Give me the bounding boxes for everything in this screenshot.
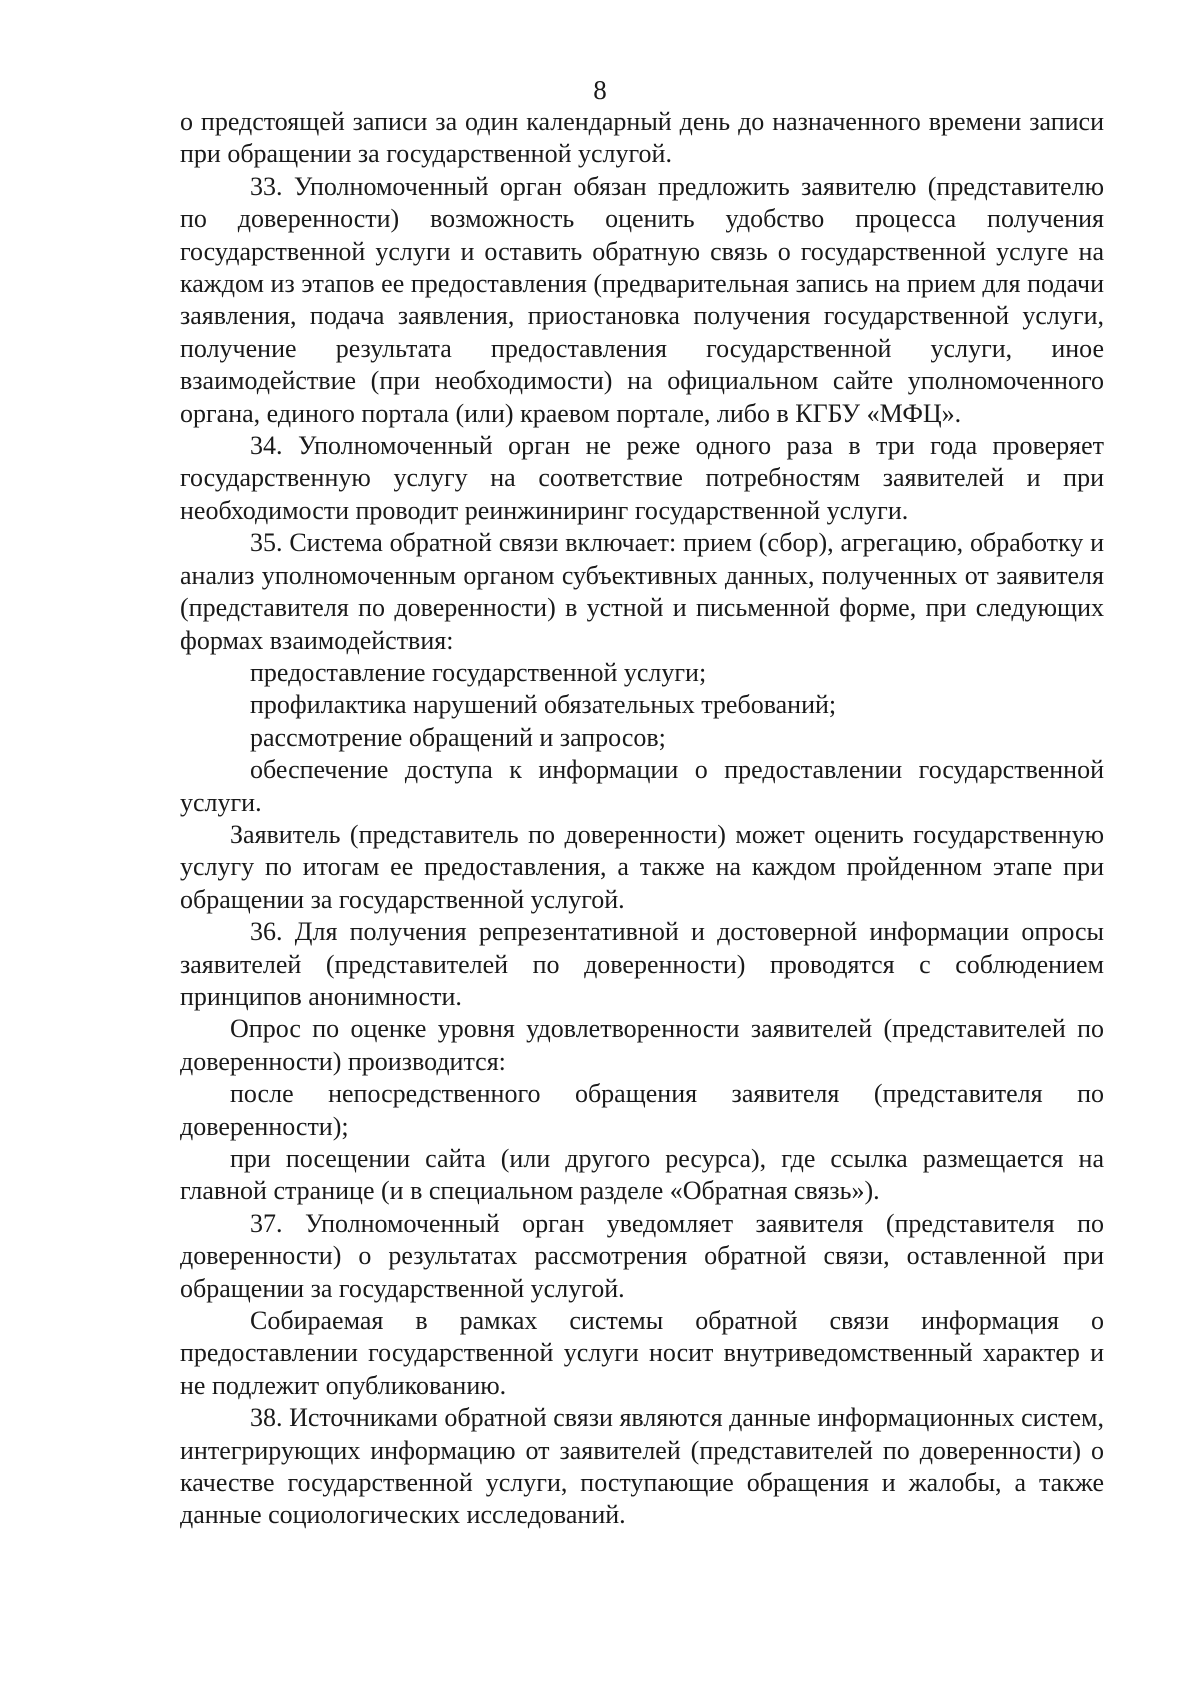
para-36-item-1: после непосредственного обращения заявителя (представителя по доверенности); xyxy=(180,1079,1104,1141)
para-36-survey: Опрос по оценке уровня удовлетворенности заявителей (представителей по доверенности) производится: xyxy=(180,1014,1104,1076)
para-34: 34. Уполномоченный орган не реже одного раза в три года проверяет государственную услугу на соответствие потребностям заявителей и при необходимости проводит реинжиниринг государственной услуги. xyxy=(180,431,1104,525)
para-36: 36. Для получения репрезентативной и достоверной информации опросы заявителей (представителей по доверенности) проводятся с соблюдением принципов анонимности. xyxy=(180,917,1104,1011)
para-36-item-2: при посещении сайта (или другого ресурса), где ссылка размещается на главной странице (и в специальном разделе «Обратная связь»). xyxy=(180,1144,1104,1206)
para-37: 37. Уполномоченный орган уведомляет заявителя (представителя по доверенности) о результатах рассмотрения обратной связи, оставленной при обращении за государственной услугой. xyxy=(180,1208,1104,1303)
para-35-applicant: Заявитель (представитель по доверенности) может оценить государственную услугу по итогам ее предоставления, а также на каждом пройденном этапе при обращении за государственной услугой. xyxy=(180,819,1104,914)
document-body xyxy=(180,106,1104,1532)
para-38: 38. Источниками обратной связи являются данные информационных систем, интегрирующих информацию от заявителей (представителей по доверенности) о качестве государственной услуги, поступающие обращения и жалобы, а также данные социологических исследований. xyxy=(180,1403,1104,1530)
para-35-item-3: рассмотрение обращений и запросов; xyxy=(250,722,666,752)
para-35-item-4: обеспечение доступа к информации о предоставлении государственной услуги. xyxy=(180,755,1104,817)
para-37-info: Собираемая в рамках системы обратной связи информация о предоставлении государственной услуги носит внутриведомственный характер и не подлежит опубликованию. xyxy=(180,1306,1104,1400)
para-35-item-2: профилактика нарушений обязательных требований; xyxy=(250,690,837,720)
para-continuation: о предстоящей записи за один календарный день до назначенного времени записи при обращении за государственной услугой. xyxy=(180,107,1104,169)
para-35: 35. Система обратной связи включает: прием (сбор), агрегацию, обработку и анализ уполномоченным органом субъективных данных, полученных от заявителя (представителя по доверенности) в устной и письменной форме, при следующих формах взаимодействия: xyxy=(180,528,1104,655)
para-33: 33. Уполномоченный орган обязан предложить заявителю (представителю по доверенности) возможность оценить удобство процесса получения государственной услуги и оставить обратную связь о государственной услуге на каждом из этапов ее предоставления (предварительная запись на прием для подачи заявления, подача заявления, приостановка получения государственной услуги, получение результата предоставления государственной услуги, иное взаимодействие (при необходимости) на официальном сайте уполномоченного органа, единого портала (или) краевом портале, либо в КГБУ «МФЦ». xyxy=(180,171,1104,428)
page-number: 8 xyxy=(593,75,607,105)
para-35-item-1: предоставление государственной услуги; xyxy=(250,657,707,687)
